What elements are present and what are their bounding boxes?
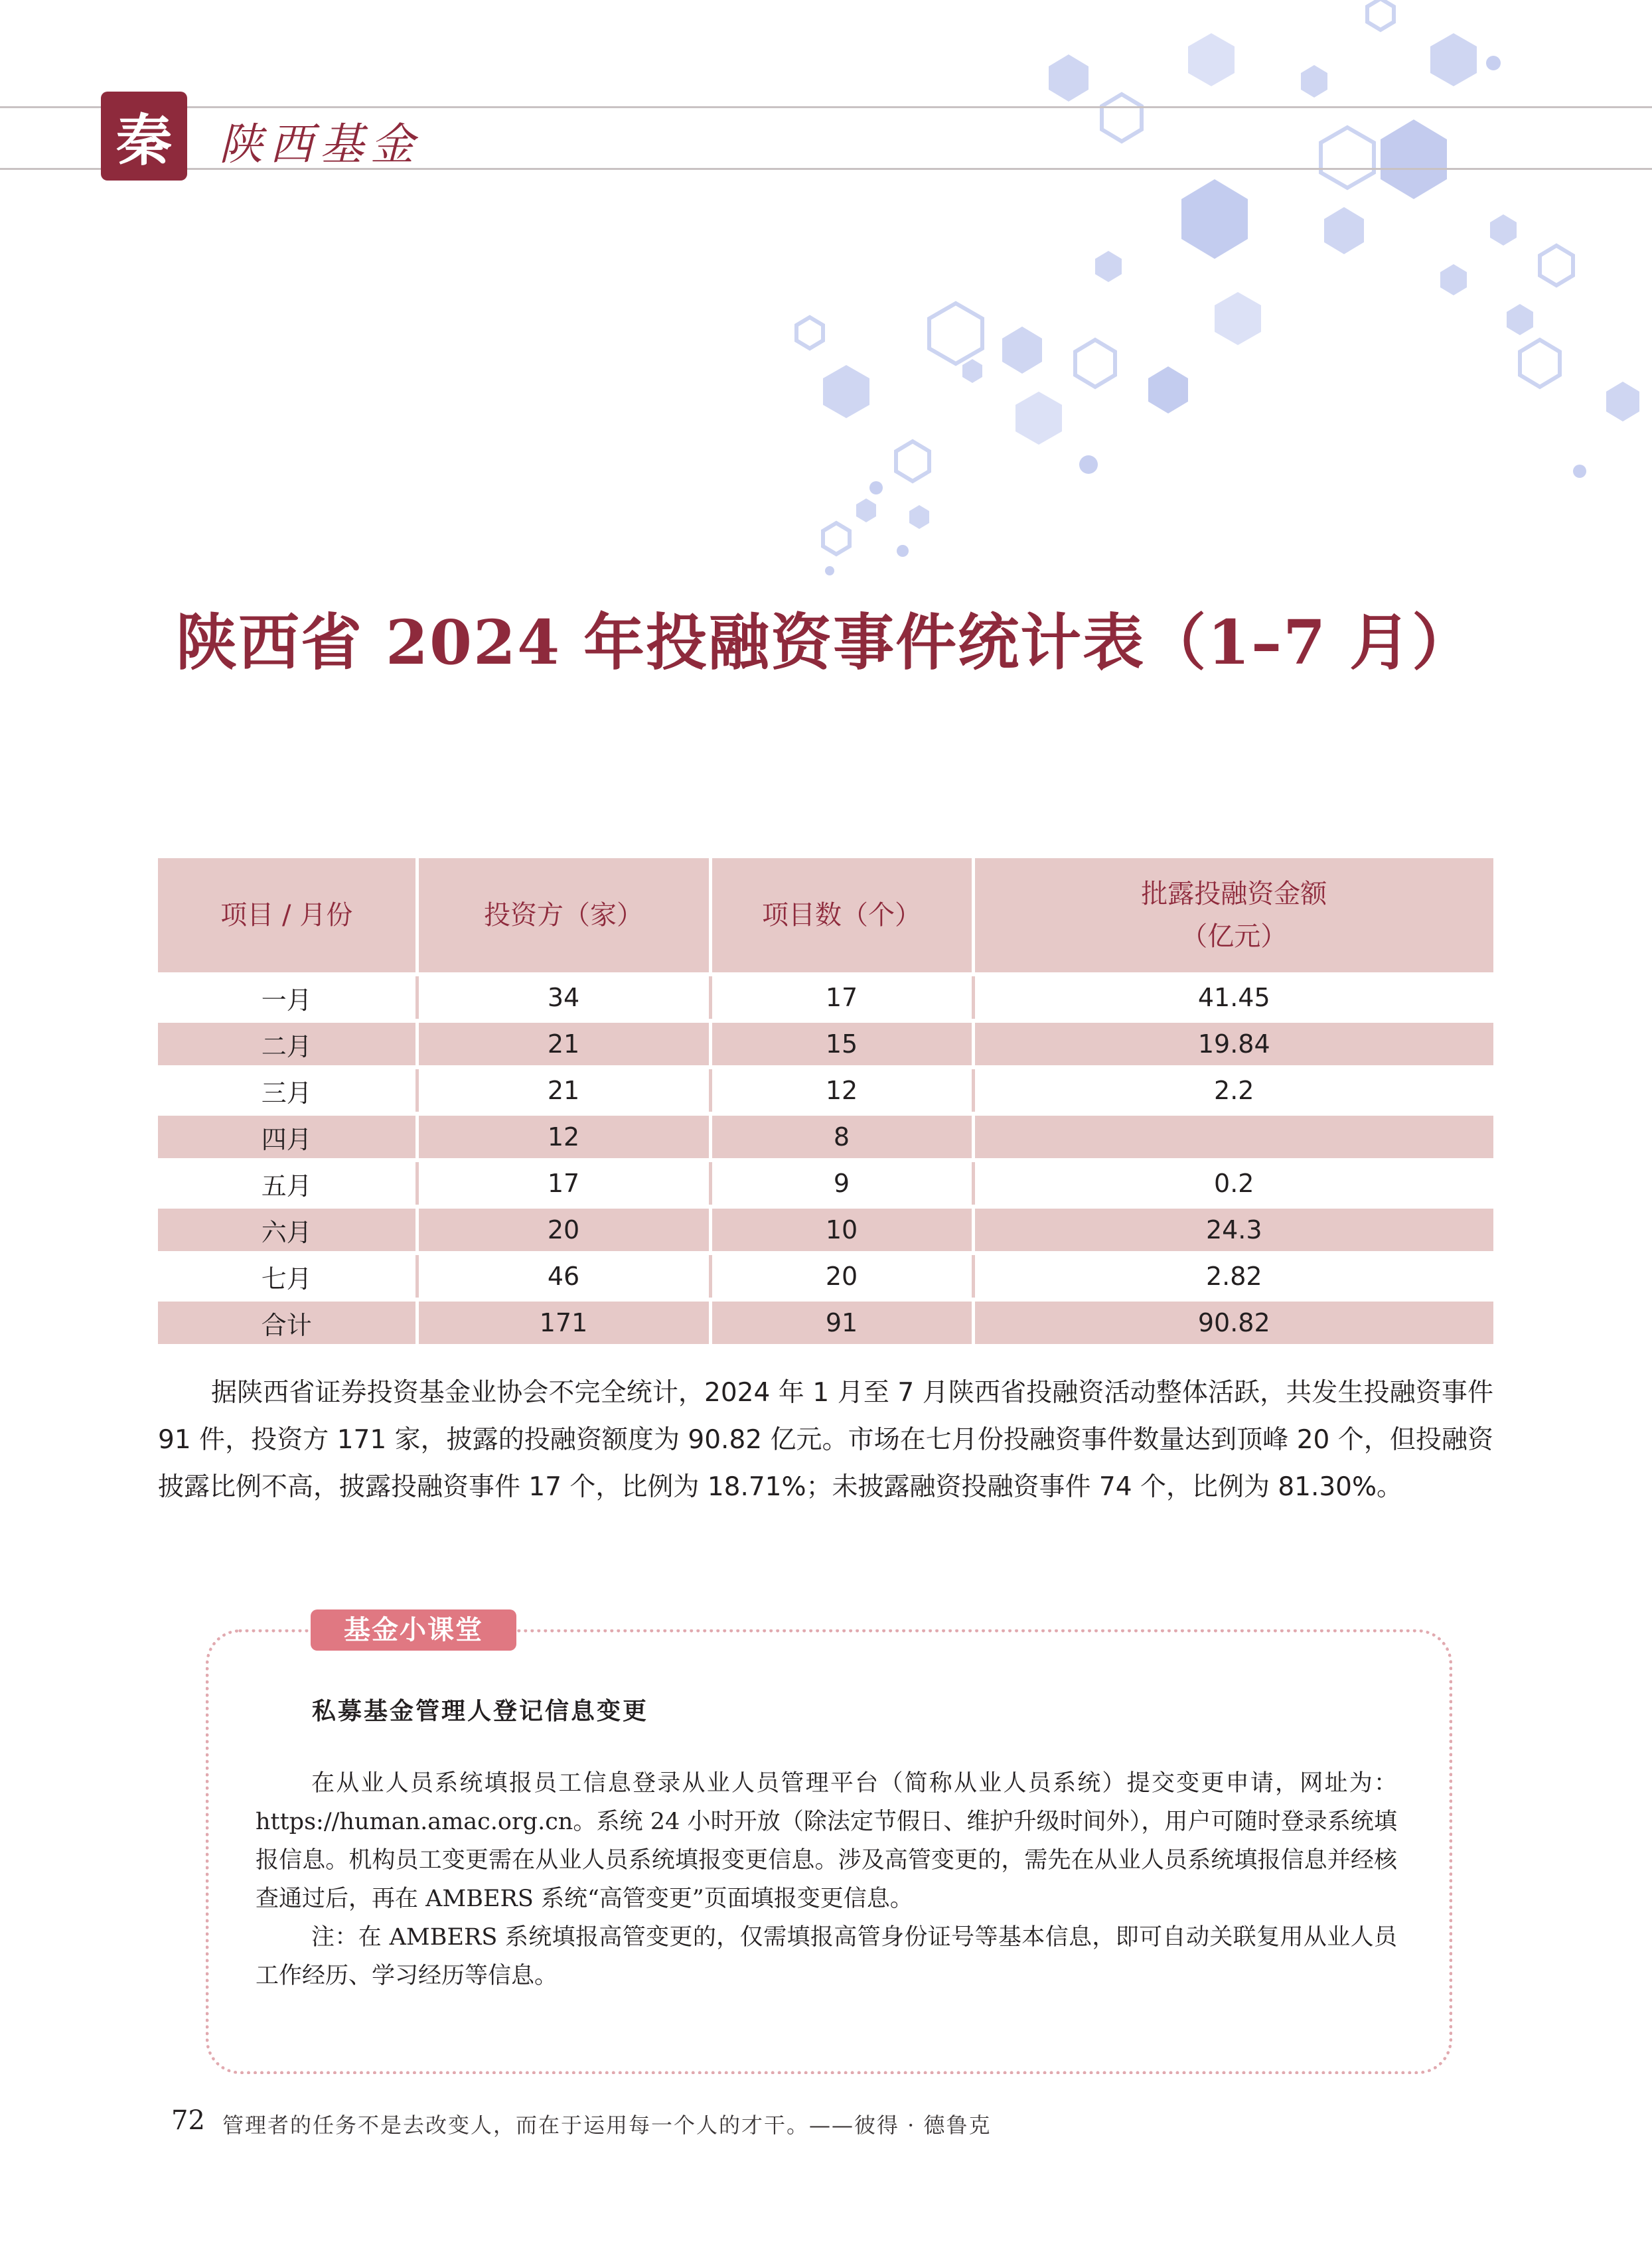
fund-class-heading: 私募基金管理人登记信息变更 bbox=[312, 1697, 649, 1725]
cell-projects: 12 bbox=[710, 1067, 973, 1114]
table-row bbox=[158, 1067, 1493, 1114]
table-row bbox=[158, 1021, 1493, 1067]
fund-class-note: 注：在 AMBERS 系统填报高管变更的，仅需填报高管身份证号等基本信息，即可自动关联复用从业人员工作经历、学习经历等信息。 bbox=[256, 1924, 1397, 1989]
cell-projects: 9 bbox=[710, 1160, 973, 1207]
cell-investors: 34 bbox=[417, 974, 710, 1021]
header-amount: 批露投融资金额 （亿元） bbox=[973, 858, 1493, 974]
cell-projects: 20 bbox=[710, 1253, 973, 1300]
fund-class-paragraph: 在从业人员系统填报员工信息登录从业人员管理平台（简称从业人员系统）提交变更申请，网址为：https://human.amac.org.cn。系统 24 小时开放（除法定节假日、维护升级时间外），用户可随时登录系统填报信息。机构员工变更需在从业人员系统填报变更信息。涉及高管变更的，需先在从业人员系统填报信息并经核查通过后，再在 AMBERS 系统“高管变更”页面填报变更信息。 bbox=[256, 1770, 1397, 1912]
cell-projects: 17 bbox=[710, 974, 973, 1021]
cell-projects: 15 bbox=[710, 1021, 973, 1067]
table-total-row bbox=[158, 1300, 1493, 1344]
header-rule-top bbox=[0, 106, 1652, 108]
cell-investors: 21 bbox=[417, 1067, 710, 1114]
table-header-row bbox=[158, 858, 1493, 974]
cell-investors: 171 bbox=[417, 1300, 710, 1344]
header-projects: 项目数（个） bbox=[710, 858, 973, 974]
cell-amount: 24.3 bbox=[973, 1207, 1493, 1253]
cell-amount: 19.84 bbox=[973, 1021, 1493, 1067]
summary-paragraph: 据陕西省证券投资基金业协会不完全统计，2024 年 1 月至 7 月陕西省投融资活动整体活跃，共发生投融资事件 91 件，投资方 171 家，披露的投融资额度为 90.82 亿元。市场在七月份投融资事件数量达到顶峰 20 个，但投融资披露比例不高，披露投融资事件 17 个，比例为 18.71%；未披露融资投融资事件 74 个，比例为 81.30%。 bbox=[158, 1378, 1493, 1502]
fund-class-tab: 基金小课堂 bbox=[311, 1609, 516, 1651]
cell-investors: 20 bbox=[417, 1207, 710, 1253]
cell-amount bbox=[973, 1114, 1493, 1160]
cell-projects: 10 bbox=[710, 1207, 973, 1253]
stats-table bbox=[158, 858, 1493, 1344]
cell-month: 一月 bbox=[158, 974, 417, 1021]
magazine-logo bbox=[101, 92, 187, 181]
header-investors: 投资方（家） bbox=[417, 858, 710, 974]
cell-amount: 2.82 bbox=[973, 1253, 1493, 1300]
cell-amount: 2.2 bbox=[973, 1067, 1493, 1114]
cell-month: 五月 bbox=[158, 1160, 417, 1207]
cell-month: 二月 bbox=[158, 1021, 417, 1067]
hexagon-decoration bbox=[0, 0, 1652, 597]
cell-month: 四月 bbox=[158, 1114, 417, 1160]
cell-month: 七月 bbox=[158, 1253, 417, 1300]
cell-projects: 8 bbox=[710, 1114, 973, 1160]
cell-investors: 12 bbox=[417, 1114, 710, 1160]
table-row bbox=[158, 1114, 1493, 1160]
cell-investors: 46 bbox=[417, 1253, 710, 1300]
page-number: 72 bbox=[171, 2105, 205, 2136]
cell-projects: 91 bbox=[710, 1300, 973, 1344]
table-row bbox=[158, 1160, 1493, 1207]
cell-investors: 21 bbox=[417, 1021, 710, 1067]
cell-amount: 90.82 bbox=[973, 1300, 1493, 1344]
cell-investors: 17 bbox=[417, 1160, 710, 1207]
cell-amount: 0.2 bbox=[973, 1160, 1493, 1207]
fund-class-body bbox=[256, 1764, 1397, 1995]
cell-month: 三月 bbox=[158, 1067, 417, 1114]
cell-month: 六月 bbox=[158, 1207, 417, 1253]
table-row bbox=[158, 974, 1493, 1021]
table-row bbox=[158, 1207, 1493, 1253]
cell-amount: 41.45 bbox=[973, 974, 1493, 1021]
page-title: 陕西省 2024 年投融资事件统计表（1–7 月） bbox=[176, 607, 1475, 678]
header-month: 项目 / 月份 bbox=[158, 858, 417, 974]
table-row bbox=[158, 1253, 1493, 1300]
logo-char: 秦 bbox=[115, 107, 172, 173]
magazine-brand-name: 陕西基金 bbox=[219, 119, 421, 170]
cell-month: 合计 bbox=[158, 1300, 417, 1344]
footer-quote: 管理者的任务不是去改变人，而在于运用每一个人的才干。——彼得 · 德鲁克 bbox=[222, 2113, 992, 2138]
